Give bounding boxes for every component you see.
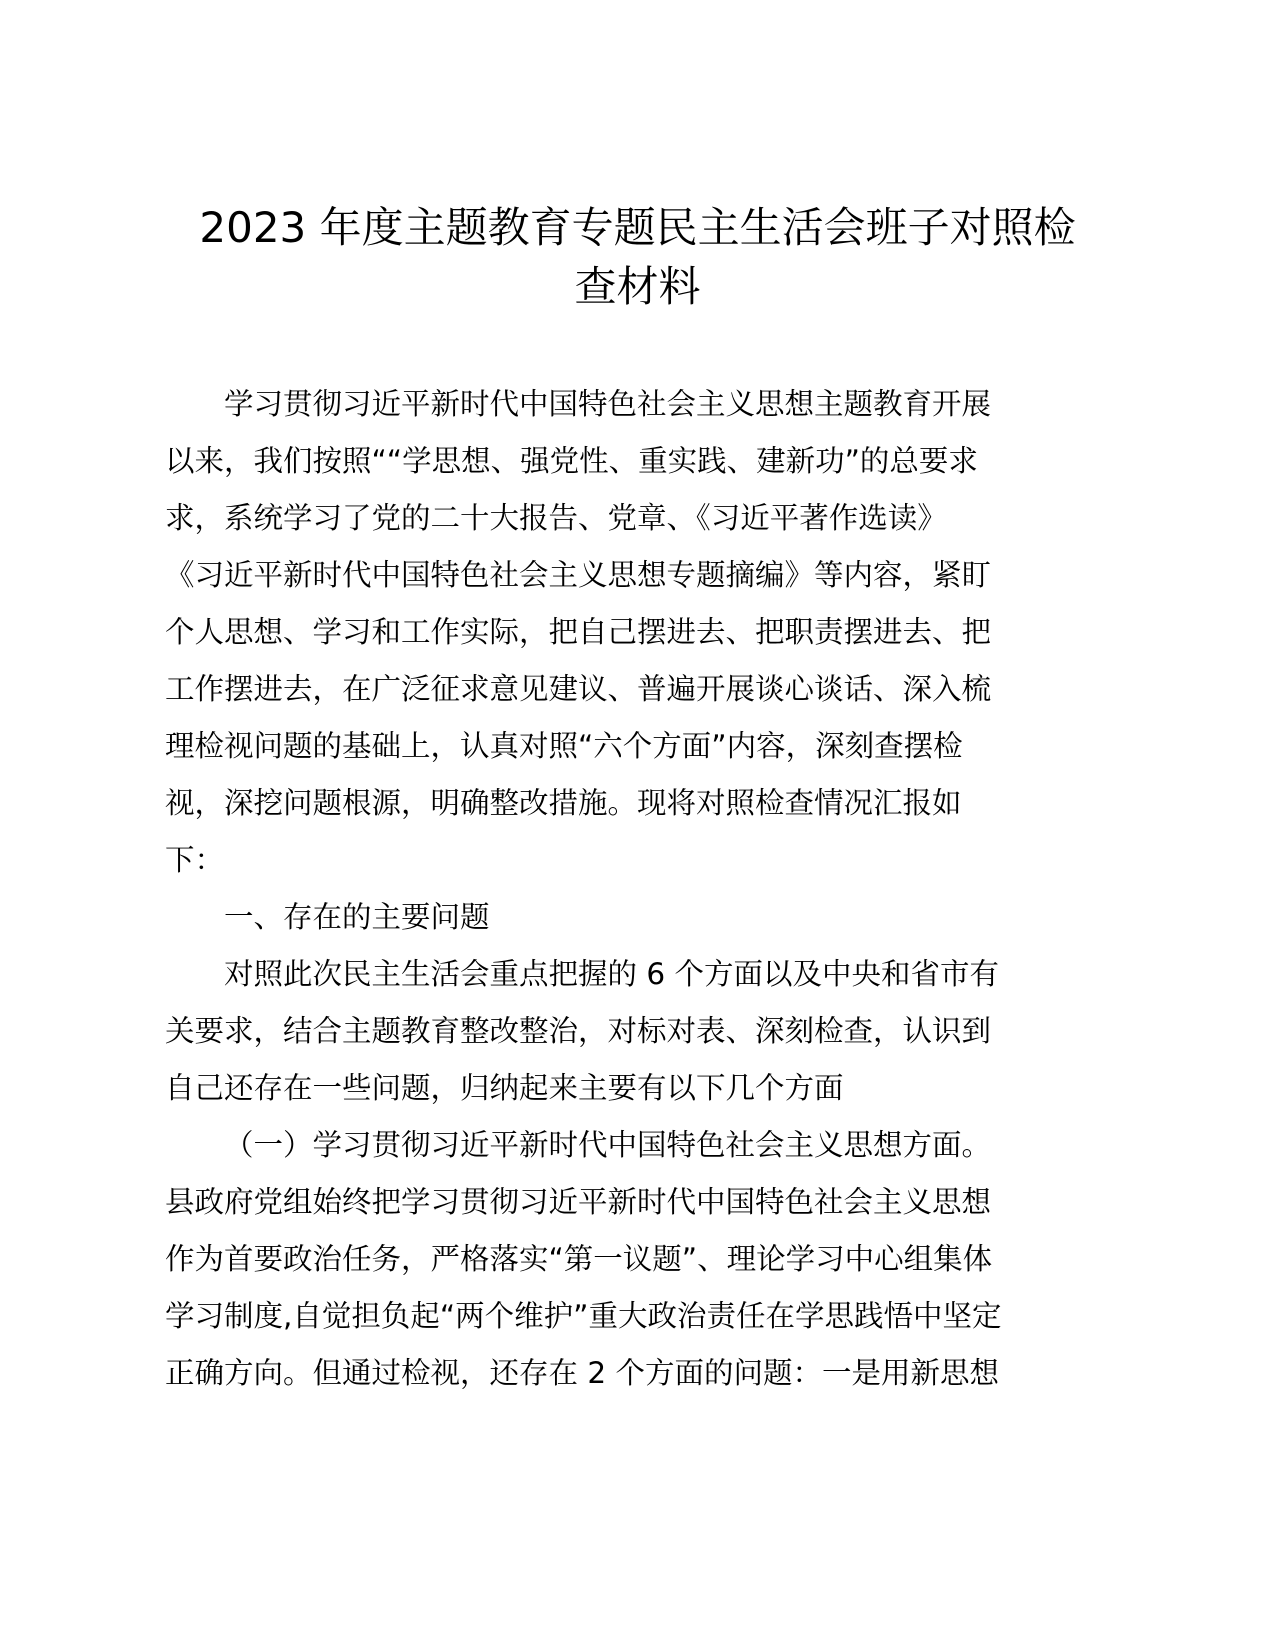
text-line: 对照此次民主生活会重点把握的 6 个方面以及中央和省市有 — [224, 957, 1000, 991]
heading-line: 一、存在的主要问题 — [224, 900, 490, 934]
paragraph-overview — [165, 946, 1125, 1117]
text-line: 自己还存在一些问题，归纳起来主要有以下几个方面 — [165, 1071, 844, 1105]
title-line: 查材料 — [574, 262, 701, 311]
text-line: 正确方向。但通过检视，还存在 2 个方面的问题：一是用新思想 — [165, 1356, 1000, 1390]
text-line: 以来，我们按照““学思想、强党性、重实践、建新功”的总要求 — [165, 444, 978, 478]
text-line: 求，系统学习了党的二十大报告、党章、《习近平著作选读》 — [165, 501, 947, 535]
text-line: 个人思想、学习和工作实际，把自己摆进去、把职责摆进去、把 — [165, 615, 992, 649]
text-line: 工作摆进去，在广泛征求意见建议、普遍开展谈心谈话、深入梳 — [165, 672, 992, 706]
text-line: 关要求，结合主题教育整改整治，对标对表、深刻检查，认识到 — [165, 1014, 992, 1048]
text-line: 下： — [165, 843, 225, 877]
paragraph-intro — [165, 376, 1125, 889]
text-line: 《习近平新时代中国特色社会主义思想专题摘编》等内容，紧盯 — [165, 558, 992, 592]
text-line: 县政府党组始终把学习贯彻习近平新时代中国特色社会主义思想 — [165, 1185, 992, 1219]
title-line: 2023 年度主题教育专题民主生活会班子对照检 — [199, 203, 1076, 252]
text-line: （一）学习贯彻习近平新时代中国特色社会主义思想方面。 — [224, 1128, 992, 1162]
text-line: 理检视问题的基础上，认真对照“六个方面”内容，深刻查摆检 — [165, 729, 963, 763]
document-title — [120, 198, 1155, 316]
document-body — [165, 376, 1125, 1402]
text-line: 作为首要政治任务，严格落实“第一议题”、理论学习中心组集体 — [165, 1242, 993, 1276]
paragraph-subsection-1 — [165, 1117, 1125, 1402]
section-heading — [165, 889, 1125, 946]
text-line: 学习贯彻习近平新时代中国特色社会主义思想主题教育开展 — [224, 387, 992, 421]
text-line: 视，深挖问题根源，明确整改措施。现将对照检查情况汇报如 — [165, 786, 962, 820]
text-line: 学习制度,自觉担负起“两个维护”重大政治责任在学思践悟中坚定 — [165, 1299, 1002, 1333]
